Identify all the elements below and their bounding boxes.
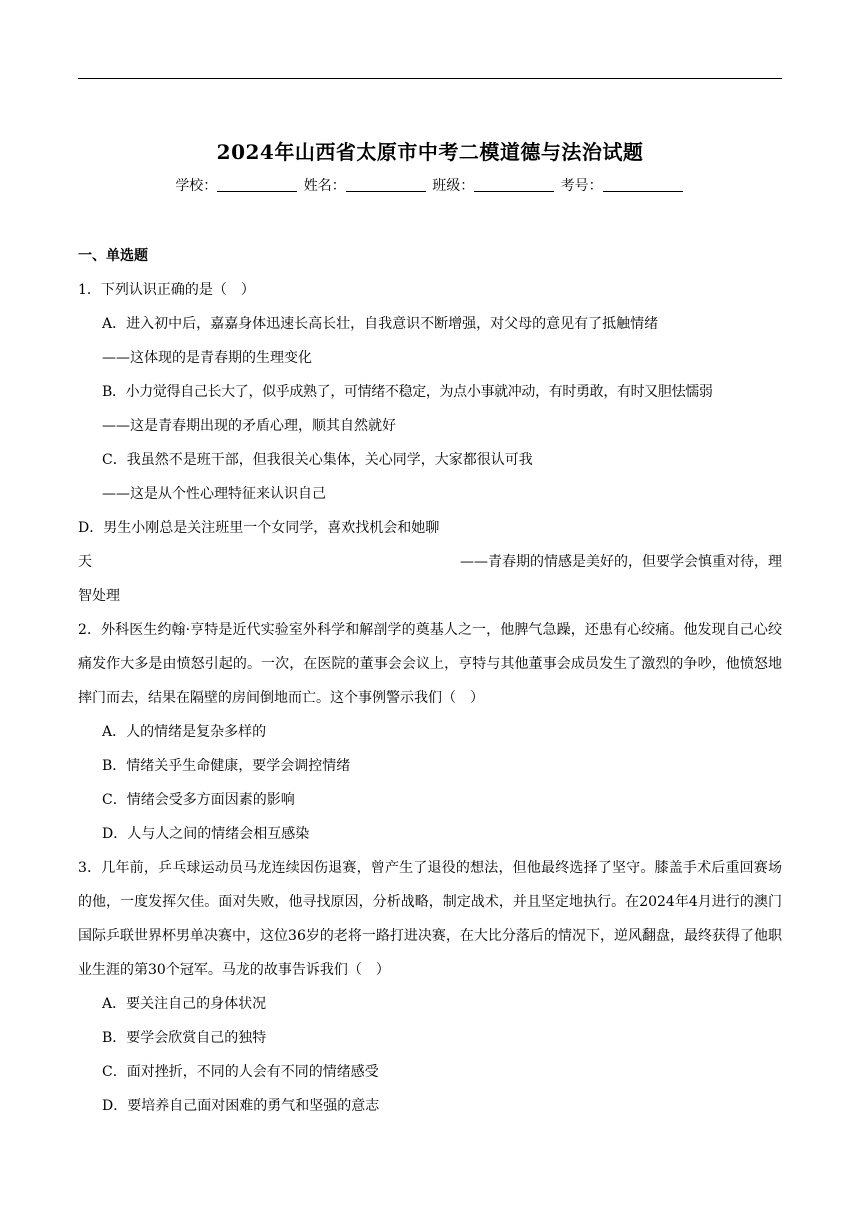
option-c[interactable]: C．情绪会受多方面因素的影响 bbox=[102, 792, 295, 808]
option-b[interactable]: B．小力觉得自己长大了，似乎成熟了，可情绪不稳定，为点小事就冲动，有时勇敢，有时又胆怯懦弱 bbox=[102, 384, 713, 400]
option-note: ——这是青春期出现的矛盾心理，顺其自然就好 bbox=[102, 418, 396, 434]
option-d-continuation bbox=[78, 545, 782, 579]
question-stem: 2．外科医生约翰·亨特是近代实验室外科学和解剖学的奠基人之一，他脾气急躁，还患有心绞痛。他发现自己心绞痛发作大多是由愤怒引起的。一次，在医院的董事会会议上，亨特与其他董事会成员发生了激烈的争吵，他愤怒地摔门而去，结果在隔壁的房间倒地而亡。这个事例警示我们（ ） bbox=[78, 622, 782, 706]
option-note: ——这体现的是青春期的生理变化 bbox=[102, 350, 312, 366]
option-c[interactable]: C．面对挫折，不同的人会有不同的情绪感受 bbox=[102, 1064, 379, 1080]
option-d-tail-right: ——青春期的情感是美好的，但要学会慎重对待，理 bbox=[460, 554, 782, 570]
option-a[interactable]: A．要关注自己的身体状况 bbox=[102, 996, 267, 1012]
header-rule bbox=[78, 78, 782, 79]
exam-number-field[interactable] bbox=[603, 177, 683, 192]
question-stem: 3．几年前，乒乓球运动员马龙连续因伤退赛，曾产生了退役的想法，但他最终选择了坚守。膝盖手术后重回赛场的他，一度发挥欠佳。面对失败，他寻找原因，分析战略，制定战术，并且坚定地执行。在2024年4月进行的澳门国际乒联世界杯男单决赛中，这位36岁的老将一路打进决赛，在大比分落后的情况下，逆风翻盘，最终获得了他职业生涯的第30个冠军。马龙的故事告诉我们（ ） bbox=[78, 860, 782, 978]
name-field[interactable] bbox=[346, 177, 426, 192]
option-a[interactable]: A．人的情绪是复杂多样的 bbox=[102, 724, 267, 740]
option-d-tail-left: 天 bbox=[78, 554, 92, 570]
option-c[interactable]: C．我虽然不是班干部，但我很关心集体，关心同学，大家都很认可我 bbox=[102, 452, 533, 468]
option-d[interactable]: D．人与人之间的情绪会相互感染 bbox=[102, 826, 310, 842]
section-heading: 一、单选题 bbox=[78, 248, 148, 264]
school-label: 学校： bbox=[175, 178, 218, 194]
question-content bbox=[78, 239, 782, 1123]
option-d[interactable]: D．要培养自己面对困难的勇气和坚强的意志 bbox=[102, 1098, 380, 1114]
option-d-tail-end: 智处理 bbox=[78, 588, 120, 604]
school-field[interactable] bbox=[217, 177, 297, 192]
option-d[interactable]: D．男生小刚总是关注班里一个女同学，喜欢找机会和她聊 bbox=[78, 520, 440, 536]
class-field[interactable] bbox=[474, 177, 554, 192]
page-title: 2024年山西省太原市中考二模道德与法治试题 bbox=[216, 140, 644, 164]
student-info-line bbox=[0, 175, 860, 195]
option-b[interactable]: B．情绪关乎生命健康，要学会调控情绪 bbox=[102, 758, 351, 774]
class-label: 班级： bbox=[432, 178, 475, 194]
option-note: ——这是从个性心理特征来认识自己 bbox=[102, 486, 326, 502]
option-b[interactable]: B．要学会欣赏自己的独特 bbox=[102, 1030, 267, 1046]
option-a[interactable]: A．进入初中后，嘉嘉身体迅速长高长壮，自我意识不断增强，对父母的意见有了抵触情绪 bbox=[102, 316, 659, 332]
question-stem: 1．下列认识正确的是（ ） bbox=[78, 282, 255, 298]
name-label: 姓名： bbox=[303, 178, 346, 194]
exam-number-label: 考号： bbox=[560, 178, 603, 194]
